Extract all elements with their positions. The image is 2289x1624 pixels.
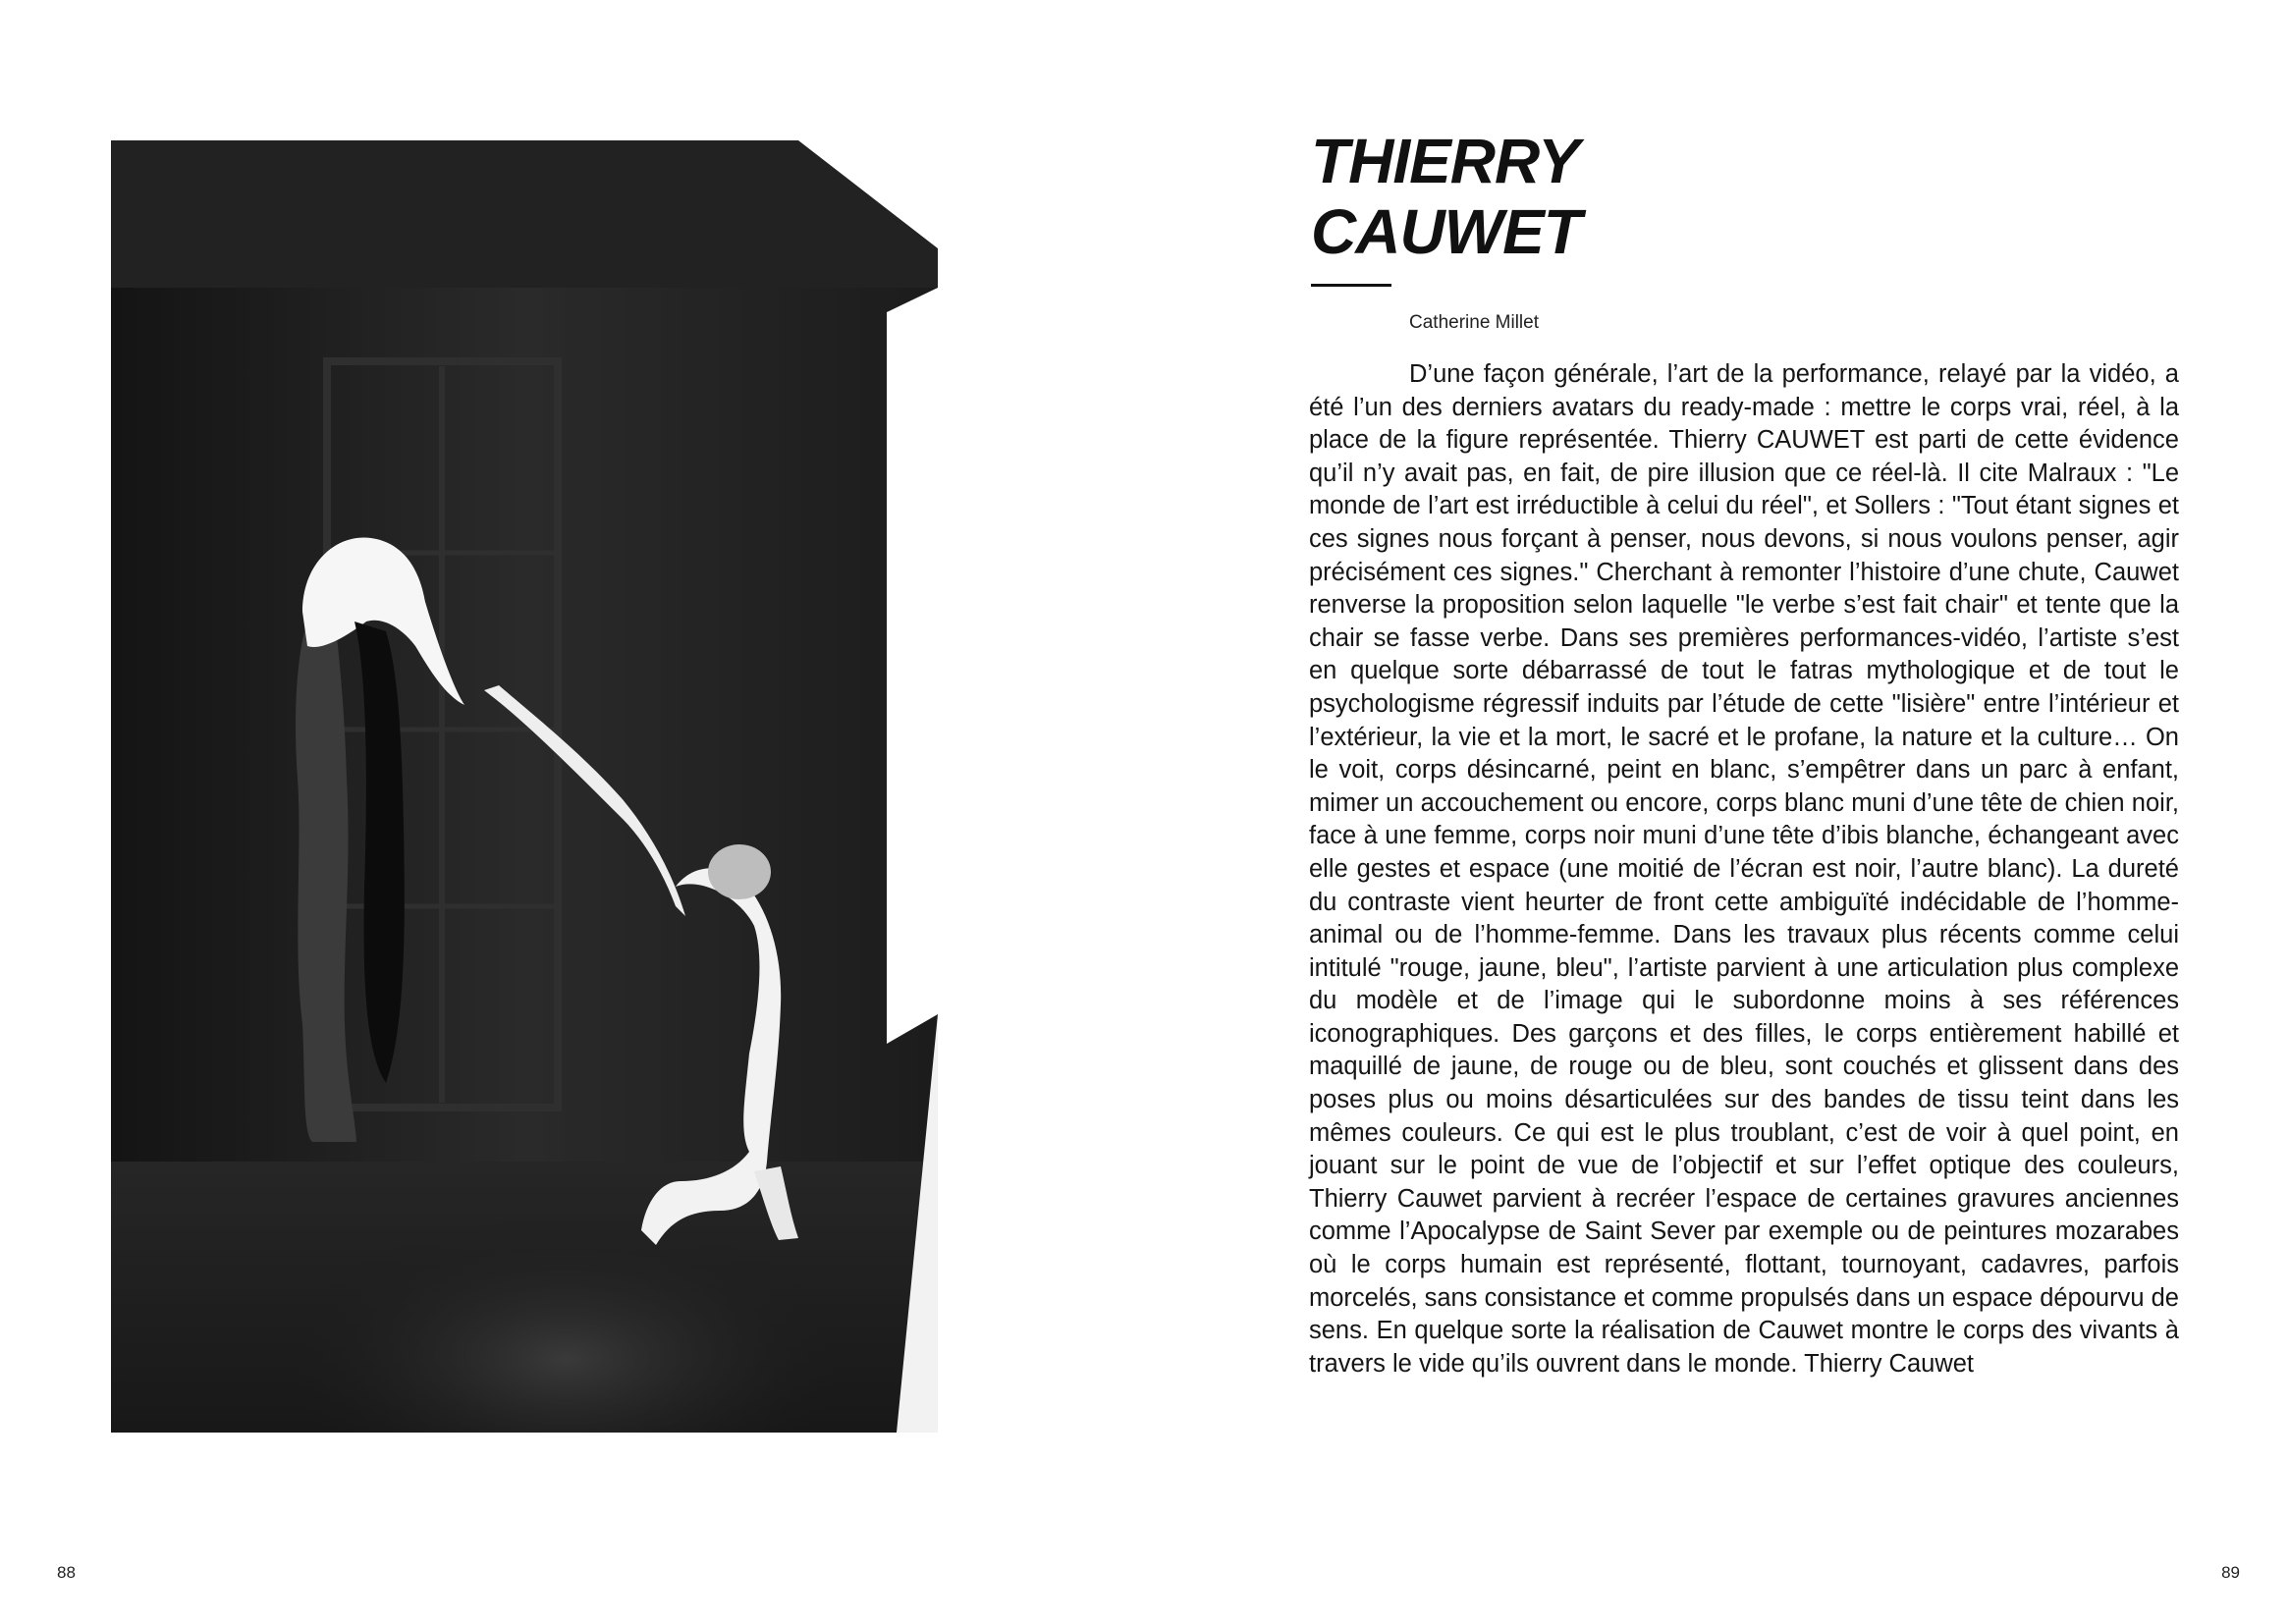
performance-photo — [111, 140, 938, 1433]
article-author: Catherine Millet — [1409, 312, 1539, 333]
right-page — [1144, 0, 2289, 1624]
title-divider — [1311, 284, 1391, 287]
article-body: D’une façon générale, l’art de la performance, relayé par la vidéo, a été l’un des derniers avatars du ready-made : mettre le corps vrai, réel, à la place de la figure représentée. Thierry CAUWET est parti de cette évidence qu’il n’y avait pas, en fait, de pire illusion que ce réel-là. Il cite Malraux : "Le monde de l’art est irréductible à celui du réel", et Sollers : "Tout étant signes et ces signes nous forçant à penser, nous devons, si nous voulons penser, agir précisément ces signes." Cherchant à remonter l’histoire d’une chute, Cauwet renverse la proposition selon laquelle "le verbe s’est fait chair" et tente que la chair se fasse verbe. Dans ses premières performances-vidéo, l’artiste s’est en quelque sorte débarrassé de tout le fatras mythologique et de tout le psychologisme régressif induits par l’étude de cette "lisière" entre l’intérieur et l’extérieur, la vie et la mort, le sacré et le profane, la nature et la culture… On le voit, corps désincarné, peint en blanc, s’empêtrer dans un parc à enfant, mimer un accouchement ou encore, corps blanc muni d’une tête de chien noir, face à une femme, corps noir muni d’une tête d’ibis blanche, échangeant avec elle gestes et espace (une moitié de l’écran est noir, l’autre blanc). La dureté du contraste vient heurter de front cette ambiguïté indécidable de l’homme-animal ou de l’homme-femme. Dans les travaux plus récents comme celui intitulé "rouge, jaune, bleu", l’artiste parvient à une articulation plus complexe du modèle et de l’image qui le subordonne moins à ses références iconographiques. Des garçons et des filles, le corps entièrement habillé et maquillé de jaune, de rouge ou de bleu, sont couchés et glissent dans des poses plus ou moins désarticulées sur des bandes de tissu teint dans les mêmes couleurs. Ce qui est le plus troublant, c’est de voir à quel point, en jouant sur le point de vue de l’objectif et sur l’effet optique des couleurs, Thierry Cauwet parvient à recréer l’espace de certaines gravures anciennes comme l’Apocalypse de Saint Sever par exemple ou de peintures mozarabes où le corps humain est représenté, flottant, tournoyant, cadavres, parfois morcelés, sans consistance et comme propulsés dans un espace dépourvu de sens. En quelque sorte la réalisation de Cauwet montre le corps des vivants à travers le vide qu’ils ouvrent dans le monde. Thierry Cauwet — [1309, 360, 2179, 1378]
page-number-right: 89 — [2221, 1563, 2240, 1582]
page-number-left: 88 — [57, 1563, 76, 1582]
performance-photo-icon — [111, 140, 938, 1433]
article-title-line-1: THIERRY — [1311, 126, 1579, 196]
article-title-line-2: CAUWET — [1311, 196, 1581, 267]
article-title — [1311, 126, 1581, 267]
left-page — [0, 0, 1144, 1624]
